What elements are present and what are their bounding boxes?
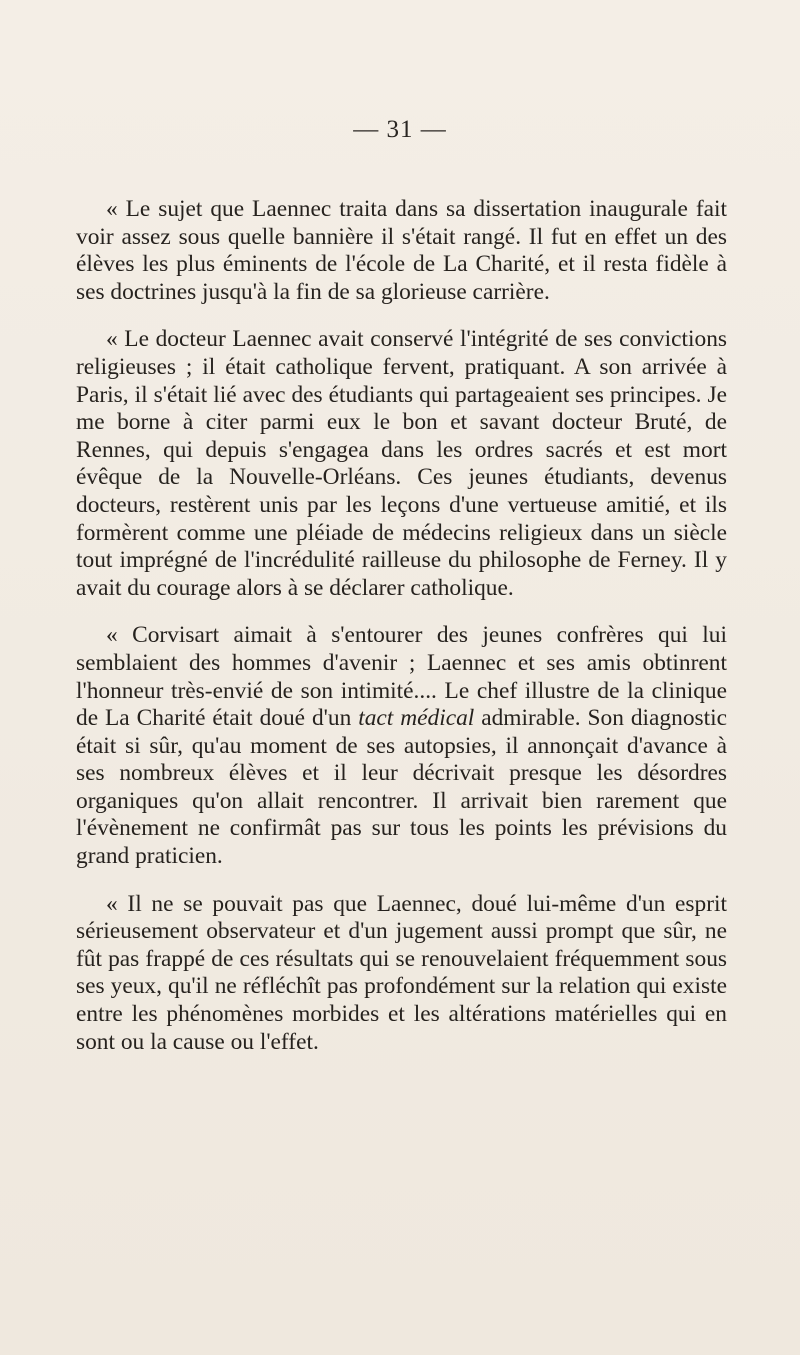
paragraph-3-part-2: admirable. Son diagnostic était si sûr, qu'au moment de ses autopsies, il annonçait d'avance à ses nombreux élèves et il leur décrivait presque les désordres organiques qu'on allait rencontrer. Il arrivait bien rarement que l'évènement ne confirmât pas sur tous les points les prévisions du grand praticien. — [76, 705, 728, 870]
emphasis-tact-medical: tact médical — [358, 705, 475, 732]
paragraph-3-part-1: « Corvisart aimait à s'entourer des jeunes confrères qui lui semblaient des hommes d'avenir ; Laennec et ses amis obtinrent l'honneur très-envié de son intimité.... Le chef illustre de la clinique de La Charité était doué d'un — [76, 622, 727, 732]
paragraph-3 — [76, 622, 727, 870]
paragraph-1: « Le sujet que Laennec traita dans sa dissertation inaugurale fait voir assez sous quelle bannière il s'était rangé. Il fut en effet un des élèves les plus éminents de l'école de La Charité, et il resta fidèle à ses doctrines jusqu'à la fin de sa glorieuse carrière. — [76, 196, 727, 305]
paragraph-4: « Il ne se pouvait pas que Laennec, doué lui-même d'un esprit sérieusement observateur et d'un jugement aussi prompt que sûr, ne fût pas frappé de ces résultats qui se renouvelaient fréquemment sous ses yeux, qu'il ne réfléchît pas profondément sur la relation qui existe entre les phénomènes morbides et les altérations matérielles qui en sont ou la cause ou l'effet. — [76, 890, 727, 1055]
page-number: — 31 — — [353, 116, 447, 143]
body-text — [76, 196, 727, 1056]
paragraph-2: « Le docteur Laennec avait conservé l'intégrité de ses convictions religieuses ; il était catholique fervent, pratiquant. A son arrivée à Paris, il s'était lié avec des étudiants qui partageaient ses principes. Je me borne à citer parmi eux le bon et savant docteur Bruté, de Rennes, qui depuis s'engagea dans les ordres sacrés et est mort évêque de la Nouvelle-Orléans. Ces jeunes étudiants, devenus docteurs, restèrent unis par les leçons d'une vertueuse amitié, et ils formèrent comme une pléiade de médecins religieux dans un siècle tout imprégné de l'incrédulité railleuse du philosophe de Ferney. Il y avait du courage alors à se déclarer catholique. — [76, 326, 727, 601]
